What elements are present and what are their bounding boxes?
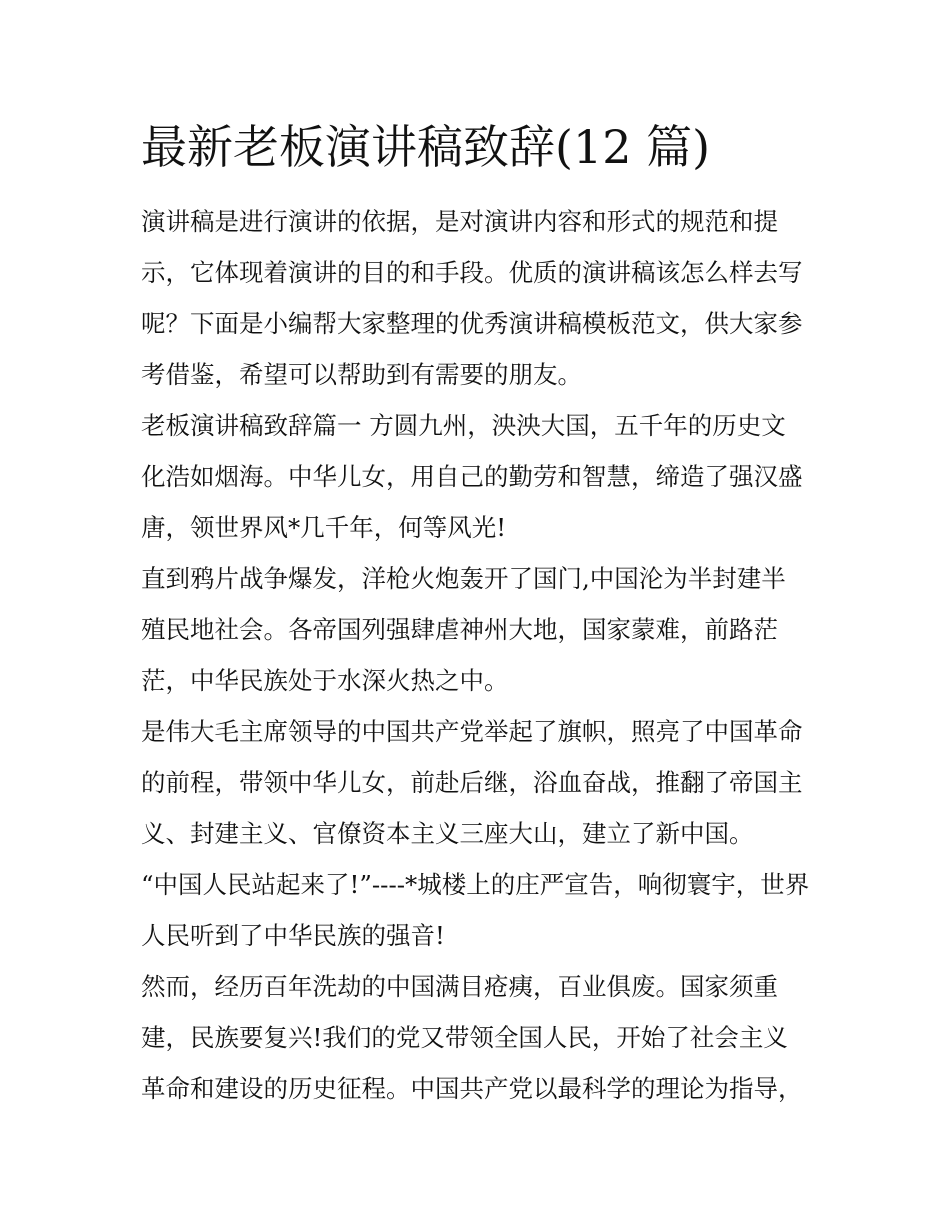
text-line: 是伟大毛主席领导的中国共产党举起了旗帜，照亮了中国革命 (141, 717, 803, 746)
text-line: 人民听到了中华民族的强音! (141, 921, 445, 950)
text-line: 考借鉴，希望可以帮助到有需要的朋友。 (141, 360, 582, 389)
text-line: 然而，经历百年洗劫的中国满目疮痍，百业俱废。国家须重 (141, 972, 778, 1001)
text-line: 直到鸦片战争爆发，洋枪火炮轰开了国门,中国沦为半封建半 (141, 564, 786, 593)
text-line: 义、封建主义、官僚资本主义三座大山，建立了新中国。 (141, 819, 754, 848)
text-line: 建，民族要复兴!我们的党又带领全国人民，开始了社会主义 (141, 1023, 788, 1052)
document-body (141, 196, 811, 1114)
text-line: 唐，领世界风*几千年，何等风光! (141, 513, 507, 542)
text-line: 的前程，带领中华儿女，前赴后继，浴血奋战，推翻了帝国主 (141, 768, 803, 797)
document-title: 最新老板演讲稿致辞(12 篇) (141, 120, 711, 174)
text-line: 革命和建设的历史征程。中国共产党以最科学的理论为指导， (141, 1074, 803, 1103)
text-line: 茫，中华民族处于水深火热之中。 (141, 666, 509, 695)
text-line: 呢？下面是小编帮大家整理的优秀演讲稿模板范文，供大家参 (141, 309, 803, 338)
text-line: 示，它体现着演讲的目的和手段。优质的演讲稿该怎么样去写 (141, 258, 803, 287)
text-line: 化浩如烟海。中华儿女，用自己的勤劳和智慧，缔造了强汉盛 (141, 462, 803, 491)
text-line: 演讲稿是进行演讲的依据，是对演讲内容和形式的规范和提 (141, 207, 778, 236)
text-line: 殖民地社会。各帝国列强肆虐神州大地，国家蒙难，前路茫 (141, 615, 778, 644)
text-line: 老板演讲稿致辞篇一 方圆九州，泱泱大国，五千年的历史文 (141, 411, 786, 440)
text-line: “中国人民站起来了!”----*城楼上的庄严宣告，响彻寰宇，世界 (141, 870, 810, 899)
